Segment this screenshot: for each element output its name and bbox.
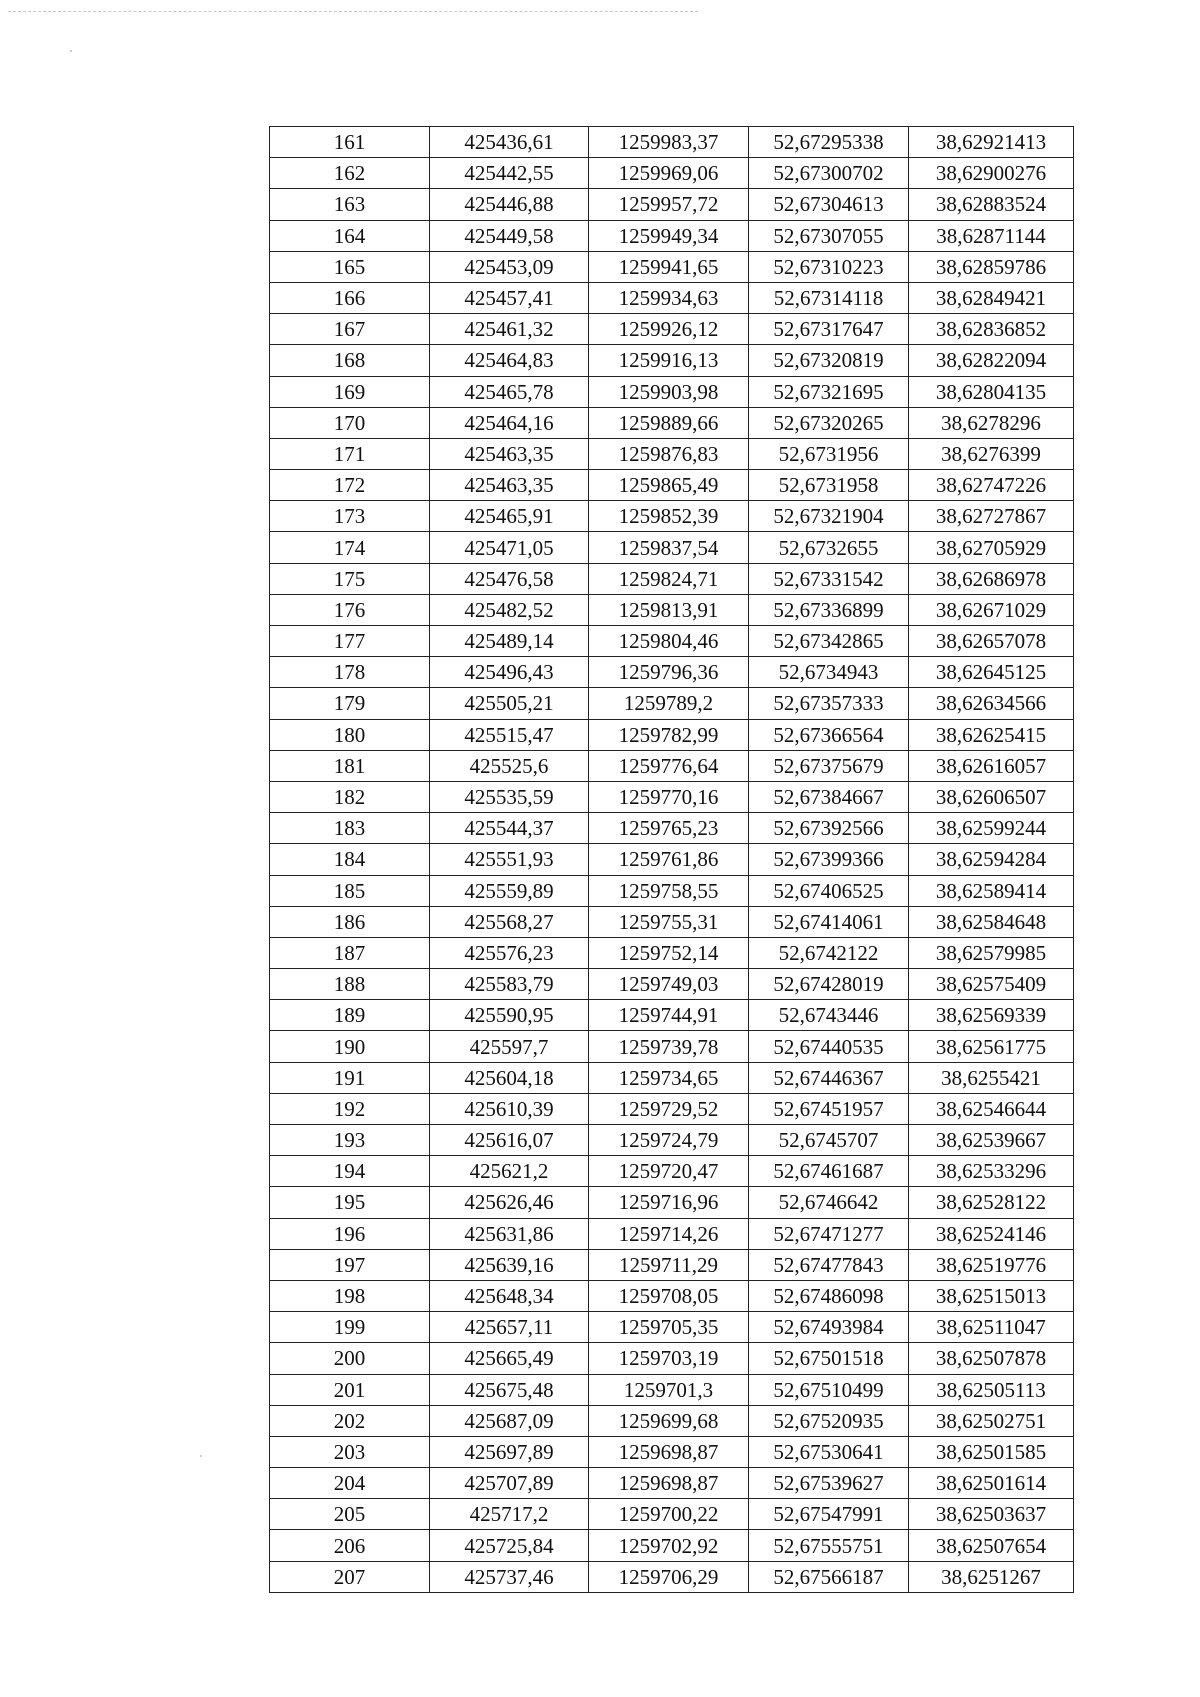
point-number-cell: 199 xyxy=(270,1312,430,1343)
y-coordinate-cell: 1259903,98 xyxy=(589,376,749,407)
x-coordinate-cell: 425675,48 xyxy=(430,1374,589,1405)
x-coordinate-cell: 425616,07 xyxy=(430,1125,589,1156)
y-coordinate-cell: 1259949,34 xyxy=(589,220,749,251)
longitude-cell: 38,62579985 xyxy=(909,937,1074,968)
table-row xyxy=(270,750,1074,781)
point-number-cell: 176 xyxy=(270,594,430,625)
x-coordinate-cell: 425442,55 xyxy=(430,158,589,189)
longitude-cell: 38,62546644 xyxy=(909,1093,1074,1124)
longitude-cell: 38,62616057 xyxy=(909,750,1074,781)
x-coordinate-cell: 425568,27 xyxy=(430,906,589,937)
y-coordinate-cell: 1259706,29 xyxy=(589,1561,749,1592)
y-coordinate-cell: 1259789,2 xyxy=(589,688,749,719)
table-row xyxy=(270,657,1074,688)
y-coordinate-cell: 1259749,03 xyxy=(589,969,749,1000)
point-number-cell: 163 xyxy=(270,189,430,220)
longitude-cell: 38,62727867 xyxy=(909,501,1074,532)
y-coordinate-cell: 1259804,46 xyxy=(589,626,749,657)
point-number-cell: 169 xyxy=(270,376,430,407)
latitude-cell: 52,67477843 xyxy=(749,1249,909,1280)
latitude-cell: 52,67392566 xyxy=(749,813,909,844)
table-row xyxy=(270,626,1074,657)
table-row xyxy=(270,1156,1074,1187)
latitude-cell: 52,67357333 xyxy=(749,688,909,719)
table-row xyxy=(270,470,1074,501)
point-number-cell: 185 xyxy=(270,875,430,906)
latitude-cell: 52,6731958 xyxy=(749,470,909,501)
longitude-cell: 38,62671029 xyxy=(909,594,1074,625)
latitude-cell: 52,67461687 xyxy=(749,1156,909,1187)
point-number-cell: 184 xyxy=(270,844,430,875)
y-coordinate-cell: 1259916,13 xyxy=(589,345,749,376)
y-coordinate-cell: 1259957,72 xyxy=(589,189,749,220)
x-coordinate-cell: 425544,37 xyxy=(430,813,589,844)
x-coordinate-cell: 425590,95 xyxy=(430,1000,589,1031)
longitude-cell: 38,62501585 xyxy=(909,1436,1074,1467)
point-number-cell: 186 xyxy=(270,906,430,937)
y-coordinate-cell: 1259703,19 xyxy=(589,1343,749,1374)
point-number-cell: 197 xyxy=(270,1249,430,1280)
scan-artifact-line xyxy=(8,11,698,12)
point-number-cell: 165 xyxy=(270,251,430,282)
table-row xyxy=(270,1280,1074,1311)
table-row xyxy=(270,1125,1074,1156)
latitude-cell: 52,67399366 xyxy=(749,844,909,875)
x-coordinate-cell: 425535,59 xyxy=(430,781,589,812)
y-coordinate-cell: 1259702,92 xyxy=(589,1530,749,1561)
latitude-cell: 52,67555751 xyxy=(749,1530,909,1561)
latitude-cell: 52,6743446 xyxy=(749,1000,909,1031)
y-coordinate-cell: 1259724,79 xyxy=(589,1125,749,1156)
longitude-cell: 38,62589414 xyxy=(909,875,1074,906)
table-row xyxy=(270,688,1074,719)
x-coordinate-cell: 425717,2 xyxy=(430,1499,589,1530)
latitude-cell: 52,67331542 xyxy=(749,563,909,594)
longitude-cell: 38,62859786 xyxy=(909,251,1074,282)
point-number-cell: 161 xyxy=(270,127,430,158)
x-coordinate-cell: 425446,88 xyxy=(430,189,589,220)
table-row xyxy=(270,438,1074,469)
point-number-cell: 166 xyxy=(270,282,430,313)
table-row xyxy=(270,376,1074,407)
point-number-cell: 177 xyxy=(270,626,430,657)
longitude-cell: 38,62836852 xyxy=(909,314,1074,345)
latitude-cell: 52,67446367 xyxy=(749,1062,909,1093)
point-number-cell: 179 xyxy=(270,688,430,719)
point-number-cell: 204 xyxy=(270,1468,430,1499)
point-number-cell: 200 xyxy=(270,1343,430,1374)
table-row xyxy=(270,189,1074,220)
point-number-cell: 207 xyxy=(270,1561,430,1592)
latitude-cell: 52,67375679 xyxy=(749,750,909,781)
x-coordinate-cell: 425471,05 xyxy=(430,532,589,563)
point-number-cell: 173 xyxy=(270,501,430,532)
y-coordinate-cell: 1259761,86 xyxy=(589,844,749,875)
longitude-cell: 38,62625415 xyxy=(909,719,1074,750)
x-coordinate-cell: 425559,89 xyxy=(430,875,589,906)
x-coordinate-cell: 425639,16 xyxy=(430,1249,589,1280)
latitude-cell: 52,67321695 xyxy=(749,376,909,407)
point-number-cell: 170 xyxy=(270,407,430,438)
table-row xyxy=(270,1000,1074,1031)
latitude-cell: 52,67317647 xyxy=(749,314,909,345)
point-number-cell: 190 xyxy=(270,1031,430,1062)
point-number-cell: 191 xyxy=(270,1062,430,1093)
y-coordinate-cell: 1259776,64 xyxy=(589,750,749,781)
point-number-cell: 164 xyxy=(270,220,430,251)
x-coordinate-cell: 425525,6 xyxy=(430,750,589,781)
longitude-cell: 38,62594284 xyxy=(909,844,1074,875)
y-coordinate-cell: 1259700,22 xyxy=(589,1499,749,1530)
latitude-cell: 52,67547991 xyxy=(749,1499,909,1530)
scan-artifact-dot xyxy=(70,50,72,52)
point-number-cell: 180 xyxy=(270,719,430,750)
table-row xyxy=(270,1031,1074,1062)
point-number-cell: 168 xyxy=(270,345,430,376)
x-coordinate-cell: 425604,18 xyxy=(430,1062,589,1093)
longitude-cell: 38,62519776 xyxy=(909,1249,1074,1280)
longitude-cell: 38,62883524 xyxy=(909,189,1074,220)
latitude-cell: 52,67304613 xyxy=(749,189,909,220)
x-coordinate-cell: 425687,09 xyxy=(430,1405,589,1436)
table-row xyxy=(270,1249,1074,1280)
x-coordinate-cell: 425464,83 xyxy=(430,345,589,376)
longitude-cell: 38,62507654 xyxy=(909,1530,1074,1561)
y-coordinate-cell: 1259711,29 xyxy=(589,1249,749,1280)
x-coordinate-cell: 425505,21 xyxy=(430,688,589,719)
point-number-cell: 194 xyxy=(270,1156,430,1187)
longitude-cell: 38,62511047 xyxy=(909,1312,1074,1343)
x-coordinate-cell: 425476,58 xyxy=(430,563,589,594)
point-number-cell: 205 xyxy=(270,1499,430,1530)
latitude-cell: 52,67406525 xyxy=(749,875,909,906)
table-row xyxy=(270,220,1074,251)
x-coordinate-cell: 425697,89 xyxy=(430,1436,589,1467)
x-coordinate-cell: 425626,46 xyxy=(430,1187,589,1218)
table-row xyxy=(270,1343,1074,1374)
y-coordinate-cell: 1259765,23 xyxy=(589,813,749,844)
latitude-cell: 52,6742122 xyxy=(749,937,909,968)
latitude-cell: 52,67414061 xyxy=(749,906,909,937)
table-row xyxy=(270,1062,1074,1093)
latitude-cell: 52,67451957 xyxy=(749,1093,909,1124)
longitude-cell: 38,62705929 xyxy=(909,532,1074,563)
y-coordinate-cell: 1259782,99 xyxy=(589,719,749,750)
latitude-cell: 52,6745707 xyxy=(749,1125,909,1156)
longitude-cell: 38,62645125 xyxy=(909,657,1074,688)
x-coordinate-cell: 425465,91 xyxy=(430,501,589,532)
x-coordinate-cell: 425583,79 xyxy=(430,969,589,1000)
longitude-cell: 38,62502751 xyxy=(909,1405,1074,1436)
table-row xyxy=(270,906,1074,937)
y-coordinate-cell: 1259837,54 xyxy=(589,532,749,563)
table-row xyxy=(270,1312,1074,1343)
point-number-cell: 167 xyxy=(270,314,430,345)
y-coordinate-cell: 1259708,05 xyxy=(589,1280,749,1311)
latitude-cell: 52,67428019 xyxy=(749,969,909,1000)
table-row xyxy=(270,1374,1074,1405)
y-coordinate-cell: 1259941,65 xyxy=(589,251,749,282)
table-row xyxy=(270,282,1074,313)
x-coordinate-cell: 425597,7 xyxy=(430,1031,589,1062)
latitude-cell: 52,67320265 xyxy=(749,407,909,438)
x-coordinate-cell: 425464,16 xyxy=(430,407,589,438)
latitude-cell: 52,67440535 xyxy=(749,1031,909,1062)
latitude-cell: 52,67530641 xyxy=(749,1436,909,1467)
y-coordinate-cell: 1259739,78 xyxy=(589,1031,749,1062)
point-number-cell: 202 xyxy=(270,1405,430,1436)
table-row xyxy=(270,501,1074,532)
table-row xyxy=(270,407,1074,438)
y-coordinate-cell: 1259699,68 xyxy=(589,1405,749,1436)
longitude-cell: 38,62584648 xyxy=(909,906,1074,937)
table-row xyxy=(270,1499,1074,1530)
table-row xyxy=(270,937,1074,968)
table-row xyxy=(270,844,1074,875)
table-row xyxy=(270,1218,1074,1249)
y-coordinate-cell: 1259755,31 xyxy=(589,906,749,937)
longitude-cell: 38,62747226 xyxy=(909,470,1074,501)
longitude-cell: 38,62505113 xyxy=(909,1374,1074,1405)
longitude-cell: 38,62599244 xyxy=(909,813,1074,844)
latitude-cell: 52,6746642 xyxy=(749,1187,909,1218)
x-coordinate-cell: 425465,78 xyxy=(430,376,589,407)
table-row xyxy=(270,563,1074,594)
point-number-cell: 175 xyxy=(270,563,430,594)
coordinates-table xyxy=(269,126,1074,1593)
table-row xyxy=(270,1405,1074,1436)
table-row xyxy=(270,969,1074,1000)
point-number-cell: 183 xyxy=(270,813,430,844)
longitude-cell: 38,62606507 xyxy=(909,781,1074,812)
x-coordinate-cell: 425461,32 xyxy=(430,314,589,345)
table-row xyxy=(270,594,1074,625)
y-coordinate-cell: 1259734,65 xyxy=(589,1062,749,1093)
latitude-cell: 52,67493984 xyxy=(749,1312,909,1343)
longitude-cell: 38,62871144 xyxy=(909,220,1074,251)
x-coordinate-cell: 425436,61 xyxy=(430,127,589,158)
point-number-cell: 206 xyxy=(270,1530,430,1561)
latitude-cell: 52,67295338 xyxy=(749,127,909,158)
y-coordinate-cell: 1259770,16 xyxy=(589,781,749,812)
y-coordinate-cell: 1259983,37 xyxy=(589,127,749,158)
longitude-cell: 38,62533296 xyxy=(909,1156,1074,1187)
table-row xyxy=(270,345,1074,376)
x-coordinate-cell: 425463,35 xyxy=(430,470,589,501)
longitude-cell: 38,6255421 xyxy=(909,1062,1074,1093)
x-coordinate-cell: 425453,09 xyxy=(430,251,589,282)
x-coordinate-cell: 425631,86 xyxy=(430,1218,589,1249)
longitude-cell: 38,62539667 xyxy=(909,1125,1074,1156)
point-number-cell: 189 xyxy=(270,1000,430,1031)
x-coordinate-cell: 425725,84 xyxy=(430,1530,589,1561)
longitude-cell: 38,62507878 xyxy=(909,1343,1074,1374)
y-coordinate-cell: 1259729,52 xyxy=(589,1093,749,1124)
point-number-cell: 162 xyxy=(270,158,430,189)
y-coordinate-cell: 1259934,63 xyxy=(589,282,749,313)
latitude-cell: 52,6731956 xyxy=(749,438,909,469)
table-row xyxy=(270,875,1074,906)
x-coordinate-cell: 425551,93 xyxy=(430,844,589,875)
longitude-cell: 38,62524146 xyxy=(909,1218,1074,1249)
x-coordinate-cell: 425657,11 xyxy=(430,1312,589,1343)
coordinates-table-body xyxy=(270,127,1074,1593)
table-row xyxy=(270,127,1074,158)
longitude-cell: 38,62686978 xyxy=(909,563,1074,594)
point-number-cell: 187 xyxy=(270,937,430,968)
y-coordinate-cell: 1259889,66 xyxy=(589,407,749,438)
longitude-cell: 38,62900276 xyxy=(909,158,1074,189)
longitude-cell: 38,62822094 xyxy=(909,345,1074,376)
y-coordinate-cell: 1259852,39 xyxy=(589,501,749,532)
y-coordinate-cell: 1259824,71 xyxy=(589,563,749,594)
latitude-cell: 52,67342865 xyxy=(749,626,909,657)
y-coordinate-cell: 1259716,96 xyxy=(589,1187,749,1218)
scan-artifact-dot xyxy=(200,1455,202,1457)
point-number-cell: 178 xyxy=(270,657,430,688)
latitude-cell: 52,67310223 xyxy=(749,251,909,282)
table-row xyxy=(270,532,1074,563)
table-row xyxy=(270,1468,1074,1499)
point-number-cell: 192 xyxy=(270,1093,430,1124)
latitude-cell: 52,67384667 xyxy=(749,781,909,812)
longitude-cell: 38,62501614 xyxy=(909,1468,1074,1499)
table-row xyxy=(270,781,1074,812)
table-row xyxy=(270,1436,1074,1467)
x-coordinate-cell: 425496,43 xyxy=(430,657,589,688)
table-row xyxy=(270,1093,1074,1124)
point-number-cell: 182 xyxy=(270,781,430,812)
latitude-cell: 52,67471277 xyxy=(749,1218,909,1249)
x-coordinate-cell: 425610,39 xyxy=(430,1093,589,1124)
y-coordinate-cell: 1259744,91 xyxy=(589,1000,749,1031)
latitude-cell: 52,67321904 xyxy=(749,501,909,532)
x-coordinate-cell: 425489,14 xyxy=(430,626,589,657)
latitude-cell: 52,67510499 xyxy=(749,1374,909,1405)
y-coordinate-cell: 1259758,55 xyxy=(589,875,749,906)
x-coordinate-cell: 425648,34 xyxy=(430,1280,589,1311)
point-number-cell: 201 xyxy=(270,1374,430,1405)
latitude-cell: 52,6734943 xyxy=(749,657,909,688)
latitude-cell: 52,67336899 xyxy=(749,594,909,625)
y-coordinate-cell: 1259969,06 xyxy=(589,158,749,189)
y-coordinate-cell: 1259720,47 xyxy=(589,1156,749,1187)
point-number-cell: 198 xyxy=(270,1280,430,1311)
latitude-cell: 52,67520935 xyxy=(749,1405,909,1436)
point-number-cell: 174 xyxy=(270,532,430,563)
point-number-cell: 195 xyxy=(270,1187,430,1218)
longitude-cell: 38,62921413 xyxy=(909,127,1074,158)
latitude-cell: 52,67300702 xyxy=(749,158,909,189)
latitude-cell: 52,67366564 xyxy=(749,719,909,750)
y-coordinate-cell: 1259752,14 xyxy=(589,937,749,968)
x-coordinate-cell: 425515,47 xyxy=(430,719,589,750)
table-row xyxy=(270,158,1074,189)
point-number-cell: 188 xyxy=(270,969,430,1000)
point-number-cell: 181 xyxy=(270,750,430,781)
latitude-cell: 52,67314118 xyxy=(749,282,909,313)
longitude-cell: 38,62657078 xyxy=(909,626,1074,657)
longitude-cell: 38,62561775 xyxy=(909,1031,1074,1062)
table-row xyxy=(270,719,1074,750)
table-row xyxy=(270,813,1074,844)
latitude-cell: 52,67320819 xyxy=(749,345,909,376)
y-coordinate-cell: 1259698,87 xyxy=(589,1468,749,1499)
y-coordinate-cell: 1259926,12 xyxy=(589,314,749,345)
x-coordinate-cell: 425707,89 xyxy=(430,1468,589,1499)
x-coordinate-cell: 425665,49 xyxy=(430,1343,589,1374)
longitude-cell: 38,62634566 xyxy=(909,688,1074,719)
x-coordinate-cell: 425621,2 xyxy=(430,1156,589,1187)
table-row xyxy=(270,1561,1074,1592)
y-coordinate-cell: 1259796,36 xyxy=(589,657,749,688)
y-coordinate-cell: 1259876,83 xyxy=(589,438,749,469)
point-number-cell: 171 xyxy=(270,438,430,469)
latitude-cell: 52,67486098 xyxy=(749,1280,909,1311)
table-row xyxy=(270,314,1074,345)
y-coordinate-cell: 1259698,87 xyxy=(589,1436,749,1467)
latitude-cell: 52,67566187 xyxy=(749,1561,909,1592)
y-coordinate-cell: 1259705,35 xyxy=(589,1312,749,1343)
latitude-cell: 52,6732655 xyxy=(749,532,909,563)
longitude-cell: 38,62575409 xyxy=(909,969,1074,1000)
x-coordinate-cell: 425463,35 xyxy=(430,438,589,469)
y-coordinate-cell: 1259813,91 xyxy=(589,594,749,625)
latitude-cell: 52,67501518 xyxy=(749,1343,909,1374)
longitude-cell: 38,6251267 xyxy=(909,1561,1074,1592)
table-row xyxy=(270,1530,1074,1561)
latitude-cell: 52,67307055 xyxy=(749,220,909,251)
longitude-cell: 38,6278296 xyxy=(909,407,1074,438)
latitude-cell: 52,67539627 xyxy=(749,1468,909,1499)
x-coordinate-cell: 425737,46 xyxy=(430,1561,589,1592)
point-number-cell: 196 xyxy=(270,1218,430,1249)
point-number-cell: 172 xyxy=(270,470,430,501)
y-coordinate-cell: 1259714,26 xyxy=(589,1218,749,1249)
table-row xyxy=(270,251,1074,282)
point-number-cell: 203 xyxy=(270,1436,430,1467)
longitude-cell: 38,62569339 xyxy=(909,1000,1074,1031)
x-coordinate-cell: 425482,52 xyxy=(430,594,589,625)
point-number-cell: 193 xyxy=(270,1125,430,1156)
y-coordinate-cell: 1259701,3 xyxy=(589,1374,749,1405)
y-coordinate-cell: 1259865,49 xyxy=(589,470,749,501)
longitude-cell: 38,62804135 xyxy=(909,376,1074,407)
longitude-cell: 38,62515013 xyxy=(909,1280,1074,1311)
longitude-cell: 38,6276399 xyxy=(909,438,1074,469)
x-coordinate-cell: 425457,41 xyxy=(430,282,589,313)
longitude-cell: 38,62503637 xyxy=(909,1499,1074,1530)
longitude-cell: 38,62528122 xyxy=(909,1187,1074,1218)
x-coordinate-cell: 425449,58 xyxy=(430,220,589,251)
x-coordinate-cell: 425576,23 xyxy=(430,937,589,968)
longitude-cell: 38,62849421 xyxy=(909,282,1074,313)
table-row xyxy=(270,1187,1074,1218)
